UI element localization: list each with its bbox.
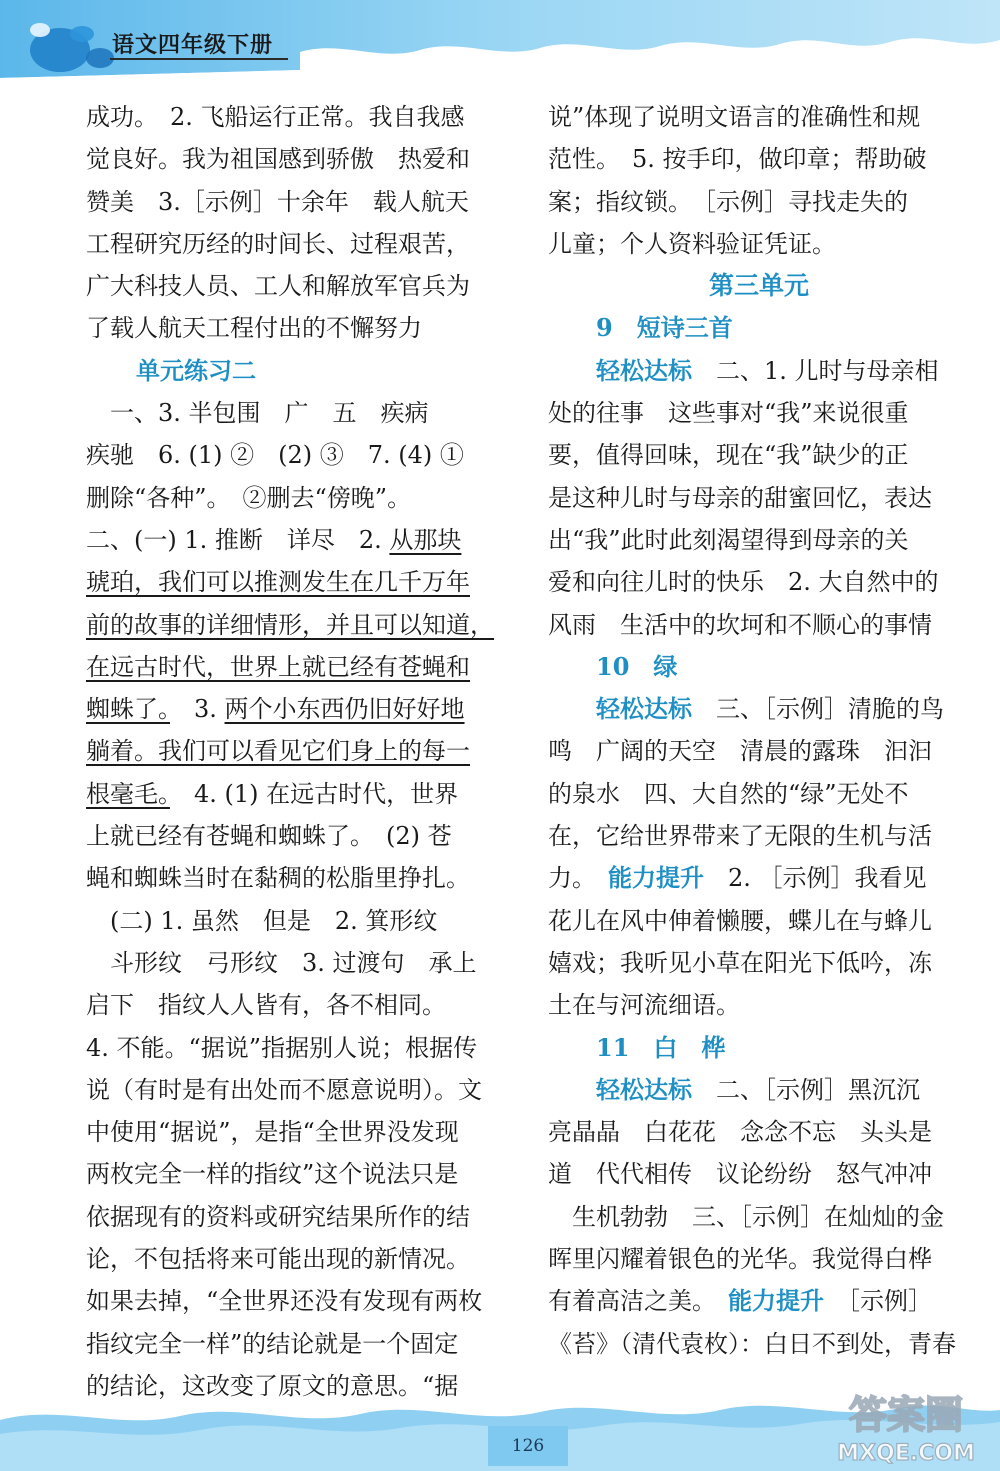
page-number: 126 <box>488 1426 568 1466</box>
text-line: 4. 不能。“据说”指据别人说；根据传 <box>86 1033 478 1062</box>
lesson-heading-9: 9 短诗三首 <box>596 313 733 343</box>
underlined-answer: 琥珀，我们可以推测发生在几千万年 <box>86 568 470 597</box>
text-line: 的泉水 四、大自然的“绿”无处不 <box>548 779 909 808</box>
text-line: 是这种儿时与母亲的甜蜜回忆，表达 <box>548 483 932 512</box>
unit-heading-unit-3: 第三单元 <box>708 271 809 301</box>
text-line: 轻松达标 三、［示例］清脆的鸟 <box>548 688 970 730</box>
text-line: 删除“各种”。 ②删去“傍晚”。 <box>86 483 412 512</box>
label-easy-standard: 轻松达标 <box>596 355 692 385</box>
text-line: 爱和向往儿时的快乐 2. 大自然中的 <box>548 568 939 597</box>
underlined-answer: 在远古时代，世界上就已经有苍蝇和 <box>86 652 470 681</box>
underlined-answer: 根毫毛。 <box>86 779 170 808</box>
text-line <box>86 561 508 603</box>
text-line: 力。 能力提升 2. ［示例］我看见 <box>548 863 927 893</box>
text-line <box>86 604 508 646</box>
svg-text:MXQE.COM: MXQE.COM <box>837 1441 975 1466</box>
text-line: 了载人航天工程付出的不懈努力 <box>86 314 422 343</box>
text-line: 说”体现了说明文语言的准确性和规 <box>548 103 921 131</box>
text-line: 赞美 3.［示例］十余年 载人航天 <box>86 187 469 216</box>
text-line: 花儿在风中伸着懒腰，蝶儿在与蜂儿 <box>548 906 932 935</box>
text-line: 论，不包括将来可能出现的新情况。 <box>86 1245 470 1274</box>
section-heading-unit-practice-2: 单元练习二 <box>136 355 256 385</box>
header-title: 语文四年级下册 <box>112 32 274 58</box>
text-line: 案；指纹锁。 ［示例］寻找走失的 <box>548 187 908 216</box>
text-line: 《苔》（清代袁枚）：白日不到处，青春 <box>548 1329 956 1358</box>
svg-text:答案圈: 答案圈 <box>848 1393 964 1437</box>
right-column <box>548 96 970 1365</box>
underlined-answer: 躺着。我们可以看见它们身上的每一 <box>86 737 470 766</box>
text-line: 范性。 5. 按手印，做印章；帮助破 <box>548 145 927 174</box>
text-line: 出“我”此时此刻渴望得到母亲的关 <box>548 525 909 554</box>
label-ability-improve: 能力提升 <box>608 863 704 893</box>
text-line: 晖里闪耀着银色的光华。我觉得白桦 <box>548 1245 932 1274</box>
underlined-answer: 从那块 <box>389 525 462 554</box>
text-line <box>86 730 508 772</box>
text-line: 成功。 2. 飞船运行正常。我自我感 <box>86 103 465 131</box>
text-line: 指纹完全一样”的结论就是一个固定 <box>86 1329 459 1358</box>
text-line: 一、3. 半包围 广 五 疾病 <box>86 399 429 428</box>
text-line: 两枚完全一样的指纹”这个说法只是 <box>86 1160 459 1189</box>
text-run: 二、(一) 1. 推断 详尽 2. <box>86 525 390 554</box>
text-line: 说（有时是有出处而不愿意说明）。文 <box>86 1075 482 1104</box>
lesson-heading-10: 10 绿 <box>596 651 678 681</box>
underlined-answer: 蜘蛛了。 <box>86 695 170 724</box>
text-line: 儿童；个人资料验证凭证。 <box>548 229 836 258</box>
text-line <box>86 646 508 688</box>
text-line: 生机勃勃 三、［示例］在灿灿的金 <box>548 1202 944 1231</box>
text-line: 鸣 广阔的天空 清晨的露珠 汩汩 <box>548 737 932 766</box>
lesson-heading-11: 11 白 桦 <box>596 1032 726 1062</box>
text-line: 觉良好。我为祖国感到骄傲 热爱和 <box>86 145 470 174</box>
text-line: 中使用“据说”，是指“全世界没发现 <box>86 1118 459 1147</box>
text-line: 要，值得回味，现在“我”缺少的正 <box>548 441 909 470</box>
label-easy-standard: 轻松达标 <box>596 694 692 724</box>
text-line: 根毫毛。 4. (1) 在远古时代，世界 <box>86 779 459 808</box>
label-ability-improve: 能力提升 <box>728 1286 824 1316</box>
label-easy-standard: 轻松达标 <box>596 1074 692 1104</box>
text-line: 的结论，这改变了原文的意思。“据 <box>86 1371 459 1400</box>
text-line: 疾驰 6. (1) ② (2) ③ 7. (4) ① <box>86 441 464 470</box>
left-column <box>86 96 508 1407</box>
text-line: 嬉戏；我听见小草在阳光下低吟，冻 <box>548 948 932 977</box>
watermark-logo <box>816 1382 996 1468</box>
text-line: 工程研究历经的时间长、过程艰苦， <box>86 229 470 258</box>
underlined-answer: 前的故事的详细情形，并且可以知道， <box>86 610 494 639</box>
text-line <box>86 519 508 561</box>
text-line: 有着高洁之美。 能力提升 ［示例］ <box>548 1286 932 1316</box>
text-line: 土在与河流细语。 <box>548 991 740 1020</box>
text-line: 轻松达标 二、［示例］黑沉沉 <box>548 1069 970 1111</box>
text-line: 蜘蛛了。 3. 两个小东西仍旧好好地 <box>86 695 465 724</box>
header-rule <box>110 58 288 60</box>
text-line: 如果去掉，“全世界还没有发现有两枚 <box>86 1287 483 1316</box>
text-line: 亮晶晶 白花花 念念不忘 头头是 <box>548 1118 932 1147</box>
text-line: 启下 指纹人人皆有，各不相同。 <box>86 991 446 1020</box>
text-line: 广大科技人员、工人和解放军官兵为 <box>86 272 470 301</box>
text-line: 蝇和蜘蛛当时在黏稠的松脂里挣扎。 <box>86 864 470 893</box>
text-line: 处的往事 这些事对“我”来说很重 <box>548 399 909 428</box>
text-line: 道 代代相传 议论纷纷 怒气冲冲 <box>548 1160 932 1189</box>
text-line: 依据现有的资料或研究结果所作的结 <box>86 1202 470 1231</box>
underlined-answer: 两个小东西仍旧好好地 <box>224 695 465 724</box>
text-line: 轻松达标 二、1. 儿时与母亲相 <box>548 350 970 392</box>
text-line: (二) 1. 虽然 但是 2. 箕形纹 <box>86 906 438 935</box>
text-line: 在，它给世界带来了无限的生机与活 <box>548 822 932 851</box>
text-line: 上就已经有苍蝇和蜘蛛了。 (2) 苍 <box>86 822 452 851</box>
text-line: 风雨 生活中的坎坷和不顺心的事情 <box>548 610 932 639</box>
text-line: 斗形纹 弓形纹 3. 过渡句 承上 <box>86 948 477 977</box>
